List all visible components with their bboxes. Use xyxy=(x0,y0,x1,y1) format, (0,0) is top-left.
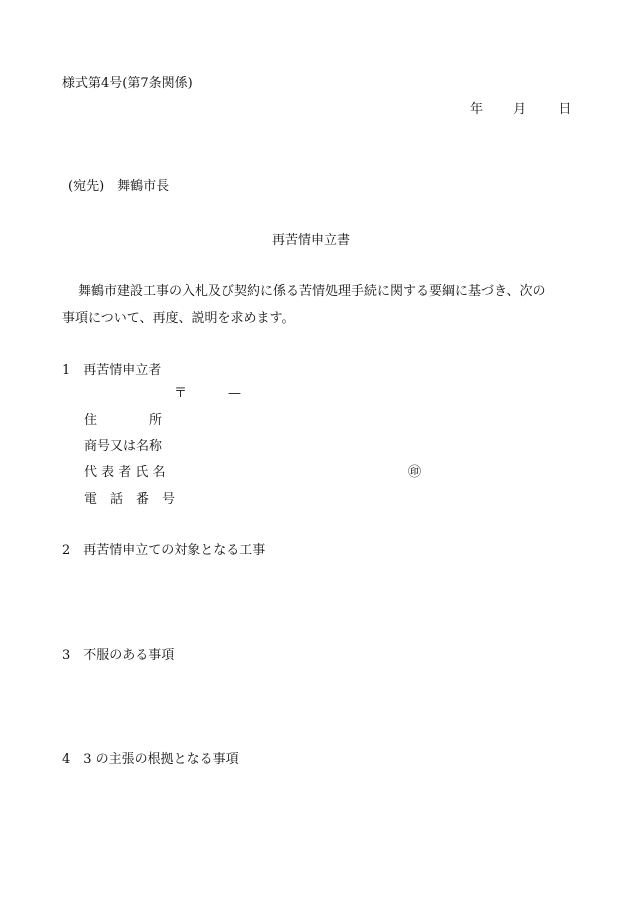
addressee: (宛先) 舞鶴市長 xyxy=(68,179,170,194)
form-number: 様式第4号(第7条関係) xyxy=(62,76,193,91)
section-4-heading: 4 3 の主張の根拠となる事項 xyxy=(62,752,239,767)
date-month: 月 xyxy=(513,102,527,117)
representative-label: 代 表 者 氏 名 xyxy=(84,465,166,480)
trade-name-label: 商号又は名称 xyxy=(84,439,163,454)
seal-mark: ㊞ xyxy=(408,465,422,480)
address-label: 住 所 xyxy=(84,413,163,428)
postal-dash: — xyxy=(228,386,241,401)
section-2-heading: 2 再苦情申立ての対象となる工事 xyxy=(62,543,266,558)
date-year: 年 xyxy=(470,102,484,117)
postal-mark: 〒 xyxy=(174,386,188,401)
phone-label: 電 話 番 号 xyxy=(84,492,176,507)
date-line xyxy=(470,102,571,118)
body-text-line-2: 事項について、再度、説明を求めます。 xyxy=(62,311,295,326)
date-day: 日 xyxy=(558,102,572,117)
section-1-heading: 1 再苦情申立者 xyxy=(62,363,162,378)
document-title: 再苦情申立書 xyxy=(272,233,351,248)
body-text-line-1: 舞鶴市建設工事の入札及び契約に係る苦情処理手続に関する要綱に基づき、次の xyxy=(78,284,546,299)
section-3-heading: 3 不服のある事項 xyxy=(62,648,175,663)
